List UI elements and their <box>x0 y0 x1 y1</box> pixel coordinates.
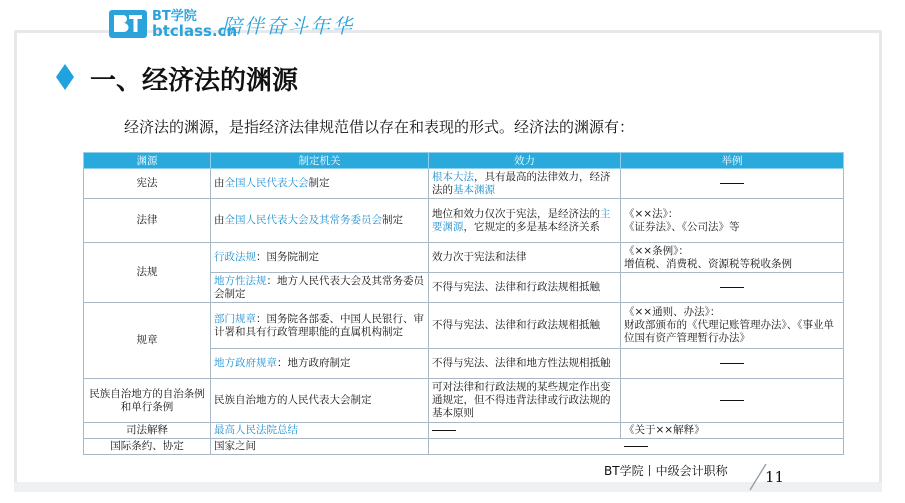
effect-cell: 不得与宪法、法律和行政法规相抵触 <box>429 273 621 303</box>
brand-slogan: 陪伴奋斗年华 <box>222 14 354 38</box>
logo-bottom-text: btclass.cn <box>152 22 238 40</box>
table-row-law <box>84 199 844 243</box>
diamond-bullet-icon <box>56 64 74 90</box>
logo-top-text: BT学院 <box>152 9 197 24</box>
organ-cell: 地方政府规章：地方政府制定 <box>211 349 429 379</box>
header-source: 渊源 <box>84 153 211 169</box>
effect-cell: 地位和效力仅次于宪法，是经济法的主要渊源，它规定的多是基本经济关系 <box>429 199 621 243</box>
dash-mark <box>432 430 456 431</box>
source-cell: 国际条约、协定 <box>84 439 211 455</box>
source-cell: 法律 <box>84 199 211 243</box>
example-cell-empty <box>621 349 844 379</box>
dash-mark <box>720 363 744 364</box>
header-effect: 效力 <box>429 153 621 169</box>
table-row-dept-rules <box>84 303 844 349</box>
example-cell-empty <box>621 169 844 199</box>
intro-text: 经济法的渊源，是指经济法律规范借以存在和表现的形式。经济法的渊源有： <box>124 118 635 136</box>
source-cell: 司法解释 <box>84 423 211 439</box>
footer-text: BT学院丨中级会计职称 <box>604 464 728 478</box>
bt-logo-icon <box>108 7 148 41</box>
source-cell: 规章 <box>84 303 211 379</box>
page-number: 11 <box>765 468 785 486</box>
law-sources-table <box>83 152 844 455</box>
source-cell: 宪法 <box>84 169 211 199</box>
merged-cell-empty <box>429 439 844 455</box>
organ-cell: 最高人民法院总结 <box>211 423 429 439</box>
dash-mark <box>624 446 648 447</box>
table-row-constitution <box>84 169 844 199</box>
organ-cell: 由全国人民代表大会及其常务委员会制定 <box>211 199 429 243</box>
header-example: 举例 <box>621 153 844 169</box>
organ-cell: 由全国人民代表大会制定 <box>211 169 429 199</box>
organ-cell: 国家之间 <box>211 439 429 455</box>
effect-cell: 效力次于宪法和法律 <box>429 243 621 273</box>
dash-mark <box>720 400 744 401</box>
example-cell: 《××条例》： 增值税、消费税、资源税等税收条例 <box>621 243 844 273</box>
source-cell: 民族自治地方的自治条例和单行条例 <box>84 379 211 423</box>
example-cell: 《关于××解释》 <box>621 423 844 439</box>
effect-cell: 可对法律和行政法规的某些规定作出变通规定，但不得违背法律或行政法规的基本原则 <box>429 379 621 423</box>
header-organ: 制定机关 <box>211 153 429 169</box>
table-row-judicial <box>84 423 844 439</box>
example-cell-empty <box>621 273 844 303</box>
table-row-treaty <box>84 439 844 455</box>
dash-mark <box>720 287 744 288</box>
dash-mark <box>720 183 744 184</box>
brand-logo <box>108 6 237 42</box>
effect-cell: 不得与宪法、法律和地方性法规相抵触 <box>429 349 621 379</box>
organ-cell: 民族自治地方的人民代表大会制定 <box>211 379 429 423</box>
source-cell: 法规 <box>84 243 211 303</box>
effect-cell-empty <box>429 423 621 439</box>
example-cell: 《××法》： 《证券法》、《公司法》等 <box>621 199 844 243</box>
organ-cell: 地方性法规：地方人民代表大会及其常务委员会制定 <box>211 273 429 303</box>
example-cell-empty <box>621 379 844 423</box>
table-header-row <box>84 153 844 169</box>
effect-cell: 根本大法，具有最高的法律效力，经济法的基本渊源 <box>429 169 621 199</box>
example-cell: 《××通则、办法》： 财政部颁布的《代理记账管理办法》、《事业单位国有资产管理暂行办法》 <box>621 303 844 349</box>
table-row-admin-regulation <box>84 243 844 273</box>
effect-cell: 不得与宪法、法律和行政法规相抵触 <box>429 303 621 349</box>
organ-cell: 行政法规：国务院制定 <box>211 243 429 273</box>
page-title: 一、经济法的渊源 <box>90 66 299 96</box>
table-row-autonomous <box>84 379 844 423</box>
organ-cell: 部门规章：国务院各部委、中国人民银行、审计署和具有行政管理职能的直属机构制定 <box>211 303 429 349</box>
